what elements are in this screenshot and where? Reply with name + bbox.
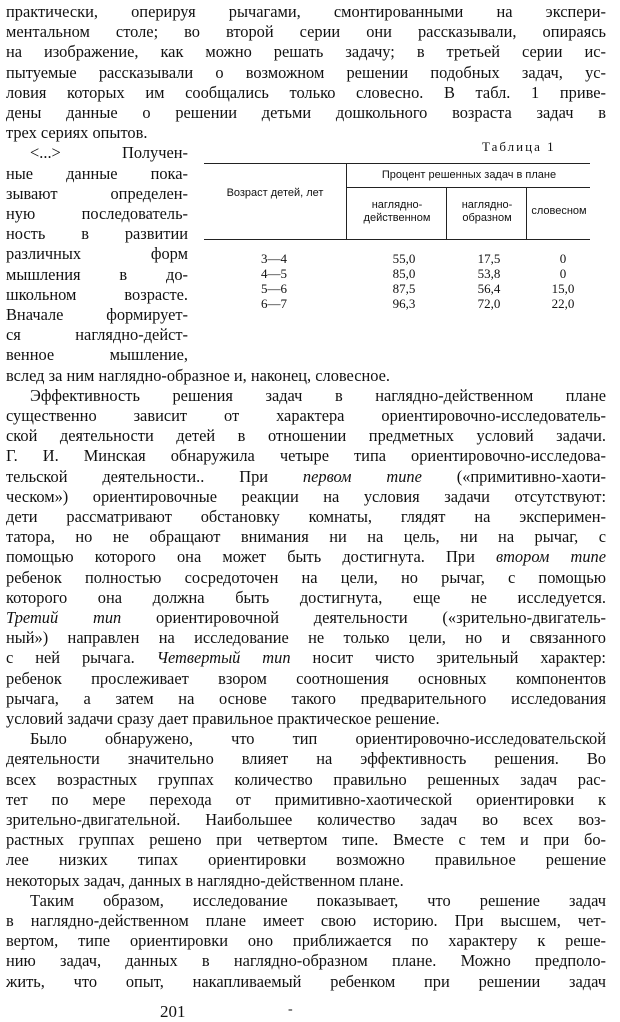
text-line: растных группах решено при четвертом типе. Вместе с тем и при бо- (6, 830, 606, 850)
text-line: ный») направлен на исследование не только цели, но и связанного (6, 628, 606, 648)
side-text-line: ные данные пока- (6, 163, 188, 183)
text-span: носит чисто зрительный характер: (290, 648, 606, 668)
table-vrule (346, 163, 347, 239)
text-line: существенно зависит от характера ориентировочно-исследователь- (6, 406, 606, 425)
text-line: деятельности значительно влияет на эффективность решения. Во (6, 749, 606, 769)
text-span: ориентировочной деятельности («зрительно-двигатель- (121, 608, 607, 627)
table-cell-age: 3—4 (261, 251, 287, 267)
table-group-header: Процент решенных задач в плане (381, 169, 557, 182)
text-line: лее низких типах ориентировки возможно правильное решение (6, 850, 606, 870)
table-header-age: Возраст детей, лет (226, 187, 324, 200)
text-line: ловия которых им сообщались только словесно. В табл. 1 приве- (6, 82, 606, 102)
text-line: дети рассматривают обстановку комнаты, глядят на эксперимен- (6, 507, 606, 526)
table-cell-age: 4—5 (261, 266, 287, 282)
side-text-line: ную последователь- (6, 204, 188, 223)
table-cell: 0 (559, 251, 567, 267)
text-line: ребенок полностью сосредоточен на цели, но рычаг, с помощью (6, 567, 606, 587)
text-span: с ней рычага. (6, 648, 157, 668)
table-vrule (446, 187, 447, 239)
text-line: трех сериях опытов. (6, 123, 148, 143)
text-line: пытуемые рассказывали о возможном решении подобных задач, ус- (6, 62, 606, 82)
table-group-rule (346, 187, 590, 188)
text-line: дены данные о решении детьми дошкольного возраста задач в (6, 103, 606, 122)
text-line: всех возрастных группах количество правильно решенных задач рас- (6, 769, 606, 789)
side-text-line: зывают определен- (6, 183, 188, 203)
page-number: 201 (160, 1001, 186, 1021)
text-line-with-italic (6, 608, 606, 628)
table-vrule (526, 187, 527, 239)
text-line: которого она должна быть достигнута, еще не исследуется. (6, 587, 606, 607)
text-line: ребенок прослеживает взором соотношения основных компонентов (6, 668, 606, 688)
table-header-col2: наглядно-образном (461, 199, 513, 225)
italic-term: Третий тип (6, 608, 122, 627)
side-text-line: мышления в до- (6, 264, 188, 284)
side-text-line: ся наглядно-дейст- (6, 325, 188, 345)
text-line: Таким образом, исследование показывает, что решение задач (30, 890, 606, 910)
text-line: Было обнаружено, что тип ориентировочно-исследовательской (30, 729, 606, 749)
text-line: нию задач, данных в наглядно-образном плане. Можно предполо- (6, 951, 606, 971)
side-text-line: ность в развитии (6, 224, 188, 244)
table-header-col3: словесном (531, 205, 587, 218)
table-header-rule (204, 239, 590, 240)
text-line: ской деятельности детей в отношении предметных условий задачи. (6, 426, 606, 446)
text-line: в наглядно-действенном плане имеет свою историю. При высшем, чет- (6, 911, 606, 930)
text-line-with-italic (6, 547, 606, 567)
text-line-with-italic (6, 648, 606, 668)
text-line: на изображение, как можно решать задачу; в третьей серии ис- (6, 42, 606, 62)
text-span: При (239, 466, 303, 486)
table-cell: 55,0 (392, 251, 416, 267)
table-cell: 56,4 (477, 281, 501, 297)
text-line: некоторых задач, данных в наглядно-действенном плане. (6, 870, 404, 890)
table-cell: 85,0 (392, 266, 416, 282)
side-text-line: различных форм (6, 244, 188, 264)
text-line: тет по мере перехода от примитивно-хаотической ориентировки к (6, 789, 606, 809)
table-cell: 0 (559, 266, 567, 282)
text-line: рычага, а затем на основе такого предварительного исследования (6, 688, 606, 708)
text-span: помощью которого она может быть достигнута. При (6, 547, 496, 567)
side-text-line: венное мышление, (6, 345, 188, 365)
side-text-line: школьном возрасте. (6, 284, 188, 304)
table-cell: 53,8 (477, 266, 501, 282)
side-text-line: Вначале формирует- (6, 305, 188, 324)
text-line: Эффективность решения задач в наглядно-действенном плане (30, 385, 606, 405)
footer-mark: - (288, 1001, 293, 1017)
text-line: вертом, типе ориентировки оно приближается по характеру к реше- (6, 931, 606, 951)
table-cell: 15,0 (551, 281, 575, 297)
text-line: условий задачи сразу дает правильное практическое решение. (6, 709, 440, 728)
table-header-col1: наглядно-действенном (363, 199, 431, 225)
text-span: тельской деятельности.. (6, 466, 240, 486)
text-line: ментальном столе; во второй серии они рассказывали, опираясь (6, 22, 606, 42)
italic-term: втором типе (495, 547, 606, 567)
text-line: зрительно-двигательной. Наибольшее количество задач во всех воз- (6, 810, 606, 829)
text-line: Г. И. Минская обнаружила четыре типа ориентировочно-исследова- (6, 446, 606, 466)
table-cell: 22,0 (551, 296, 575, 312)
table-cell: 17,5 (477, 251, 501, 267)
table-cell: 96,3 (392, 296, 416, 312)
text-line-with-italic (6, 467, 606, 487)
table-cell-age: 6—7 (261, 296, 287, 312)
text-line: практически, оперируя рычагами, смонтированными на экспери- (6, 2, 606, 21)
text-line: жить, что опыт, накапливаемый ребенком при решении задач (6, 971, 606, 991)
side-text-line: <...> Получен- (30, 143, 188, 163)
table-cell-age: 5—6 (261, 281, 287, 297)
text-line: вслед за ним наглядно-образное и, наконец, словесное. (6, 365, 391, 385)
table-cell: 72,0 (477, 296, 501, 312)
table-top-rule (204, 163, 590, 164)
italic-term: первом типе (302, 466, 422, 486)
text-span: («примитивно-хаоти- (421, 466, 607, 486)
italic-term: Четвертый тип (156, 648, 291, 668)
text-line: татора, но не обращают внимания ни на цель, ни на рычаг, с (6, 527, 606, 547)
table-caption: Таблица 1 (482, 139, 556, 155)
results-table (204, 163, 590, 323)
table-cell: 87,5 (392, 281, 416, 297)
text-line: ческом») ориентировочные реакции на условия задачи отсутствуют: (6, 486, 606, 506)
